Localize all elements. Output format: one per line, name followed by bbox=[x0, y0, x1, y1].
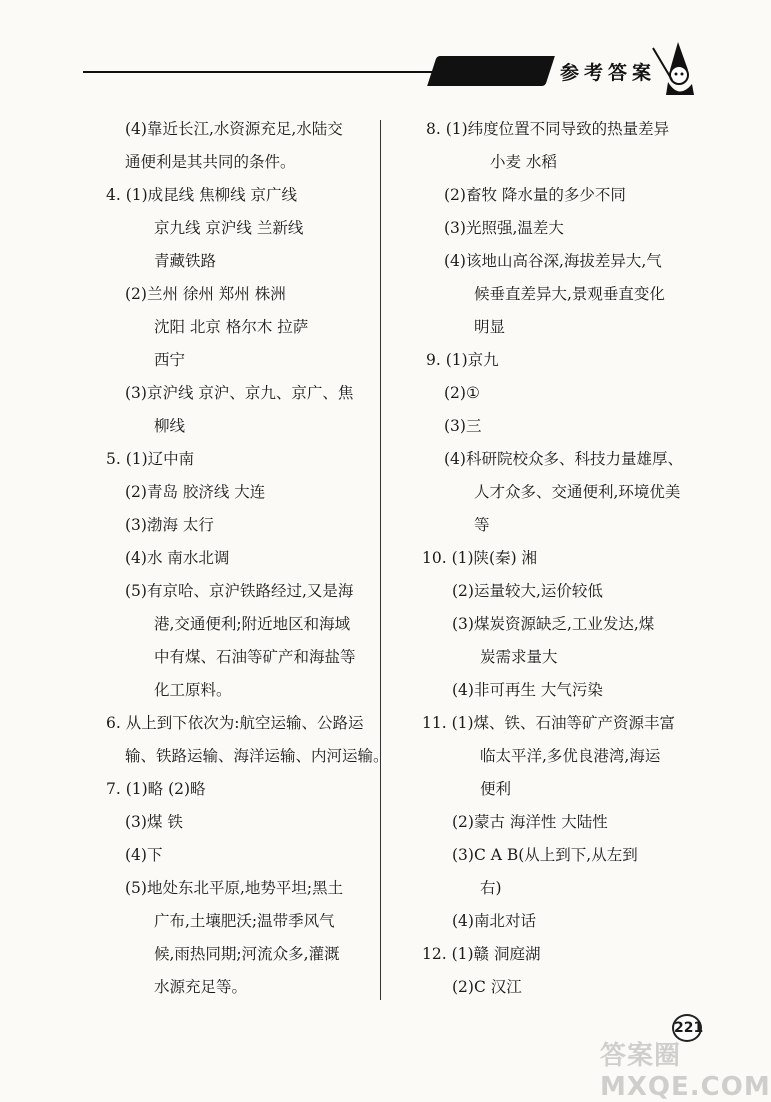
answer-line: 青藏铁路 bbox=[154, 252, 217, 270]
answer-line: (3)光照强,温差大 bbox=[444, 219, 564, 237]
answer-line: 等 bbox=[474, 516, 490, 534]
answer-line: (3)京沪线 京沪、京九、京广、焦 bbox=[125, 384, 354, 402]
answer-line: (2)运量较大,运价较低 bbox=[452, 582, 603, 600]
answer-line: 港,交通便利;附近地区和海域 bbox=[154, 615, 351, 633]
answer-line: (2)畜牧 降水量的多少不同 bbox=[444, 186, 626, 204]
answer-line: 5. (1)辽中南 bbox=[106, 450, 195, 468]
answer-line: 沈阳 北京 格尔木 拉萨 bbox=[154, 318, 309, 336]
answer-line: 11. (1)煤、铁、石油等矿产资源丰富 bbox=[422, 714, 676, 732]
answer-line: 右) bbox=[480, 879, 502, 897]
answer-line: (4)下 bbox=[125, 846, 163, 864]
answer-line: (4)非可再生 大气污染 bbox=[452, 681, 603, 699]
answer-line: 4. (1)成昆线 焦柳线 京广线 bbox=[106, 186, 298, 204]
answer-line: (5)地处东北平原,地势平坦;黑土 bbox=[125, 879, 344, 897]
answer-line: (3)煤炭资源缺乏,工业发达,煤 bbox=[452, 615, 655, 633]
answer-line: 广布,土壤肥沃;温带季风气 bbox=[154, 912, 335, 930]
answer-line: 小麦 水稻 bbox=[490, 153, 557, 171]
answer-line: 人才众多、交通便利,环境优美 bbox=[474, 483, 681, 501]
answer-line: (3)煤 铁 bbox=[125, 813, 183, 831]
answer-line: (3)渤海 太行 bbox=[125, 516, 214, 534]
answer-line: 9. (1)京九 bbox=[426, 351, 499, 369]
answer-line: 便利 bbox=[480, 780, 512, 798]
answer-line: 候垂直差异大,景观垂直变化 bbox=[474, 285, 665, 303]
answer-line: (2)兰州 徐州 郑州 株洲 bbox=[125, 285, 286, 303]
answer-line: (4)该地山高谷深,海拔差异大,气 bbox=[444, 252, 662, 270]
answer-line: 6. 从上到下依次为:航空运输、公路运 bbox=[106, 714, 364, 732]
answer-line: (2)① bbox=[444, 384, 480, 402]
answer-line: 临太平洋,多优良港湾,海运 bbox=[480, 747, 661, 765]
answer-line: (2)青岛 胶济线 大连 bbox=[125, 483, 266, 501]
answer-line: (3)C A B(从上到下,从左到 bbox=[452, 846, 638, 864]
answer-line: (4)科研院校众多、科技力量雄厚、 bbox=[444, 450, 683, 468]
answer-line: 水源充足等。 bbox=[154, 978, 248, 996]
page-header-title: 参考答案 bbox=[560, 62, 657, 84]
header-rule bbox=[83, 71, 438, 73]
answer-line: 8. (1)纬度位置不同导致的热量差异 bbox=[426, 120, 670, 138]
wizard-mascot-icon bbox=[648, 40, 708, 100]
answer-line: 中有煤、石油等矿产和海盐等 bbox=[154, 648, 356, 666]
answer-line: (4)靠近长江,水资源充足,水陆交 bbox=[125, 120, 343, 138]
answer-line: 输、铁路运输、海洋运输、内河运输。 bbox=[125, 747, 389, 765]
answer-line: 12. (1)赣 洞庭湖 bbox=[422, 945, 541, 963]
answer-line: 明显 bbox=[474, 318, 506, 336]
header-black-bar bbox=[427, 56, 555, 86]
watermark: 答案圈 MXQE.COM bbox=[600, 1041, 771, 1102]
answer-line: (3)三 bbox=[444, 417, 482, 435]
answer-line: 炭需求量大 bbox=[480, 648, 558, 666]
answer-line: (2)C 汉江 bbox=[452, 978, 522, 996]
answer-line: 京九线 京沪线 兰新线 bbox=[154, 219, 304, 237]
answer-line: 化工原料。 bbox=[154, 681, 232, 699]
answer-line: 柳线 bbox=[154, 417, 186, 435]
page-number: 221 bbox=[672, 1014, 702, 1042]
answer-line: 西宁 bbox=[154, 351, 186, 369]
answer-line: (5)有京哈、京沪铁路经过,又是海 bbox=[125, 582, 354, 600]
answer-line: 通便利是其共同的条件。 bbox=[125, 153, 296, 171]
answer-line: 候,雨热同期;河流众多,灌溉 bbox=[154, 945, 340, 963]
column-divider bbox=[380, 120, 381, 1000]
answer-line: (4)南北对话 bbox=[452, 912, 536, 930]
answer-line: 10. (1)陕(秦) 湘 bbox=[422, 549, 538, 567]
answer-line: (2)蒙古 海洋性 大陆性 bbox=[452, 813, 608, 831]
answer-line: 7. (1)略 (2)略 bbox=[106, 780, 206, 798]
answer-line: (4)水 南水北调 bbox=[125, 549, 230, 567]
